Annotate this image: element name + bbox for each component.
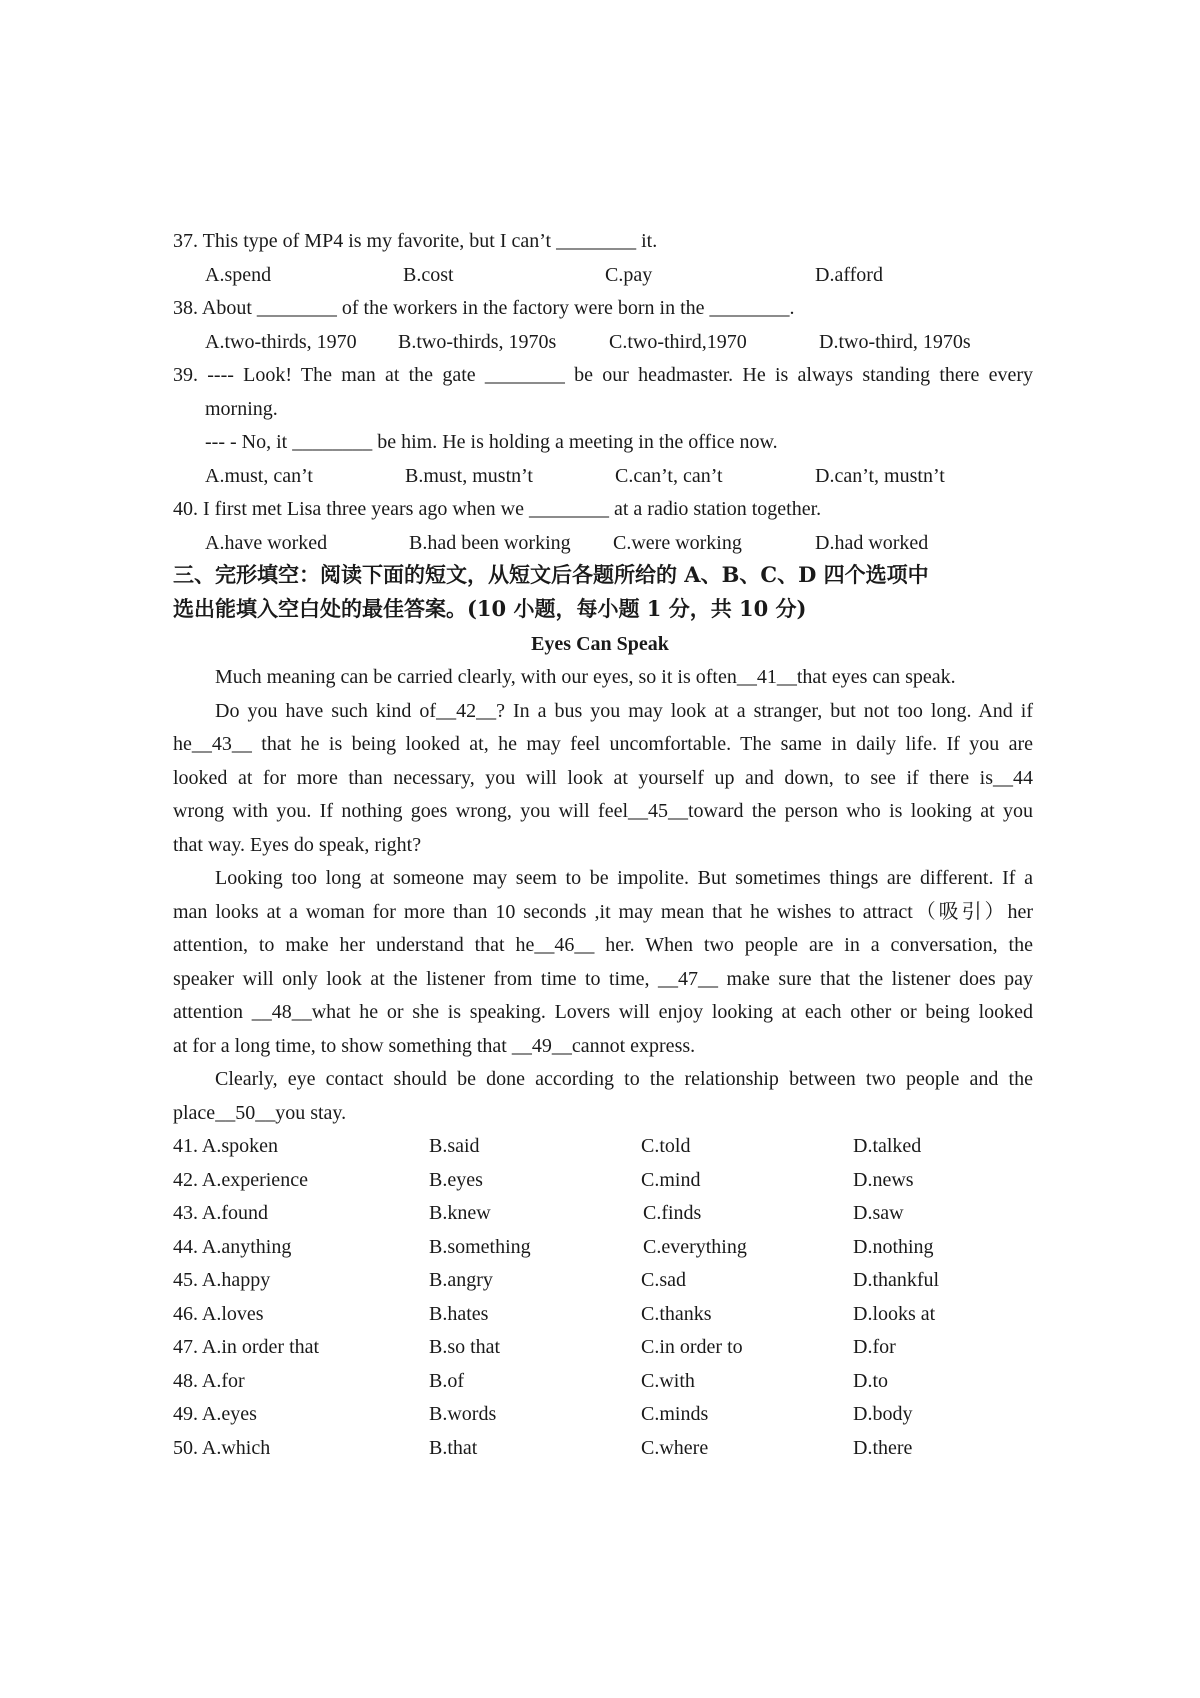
passage-line: attention __48__what he or she is speaking. Lovers will enjoy looking at each other or being looked	[173, 1001, 1033, 1023]
cloze-option-b: B.something	[429, 1236, 531, 1258]
passage-line: looked at for more than necessary, you will look at yourself up and down, to see if there is__44	[173, 767, 1033, 789]
cloze-option-b: B.eyes	[429, 1169, 483, 1191]
section-3-heading-line1: 三、完形填空：阅读下面的短文，从短文后各题所给的 A、B、C、D 四个选项中	[173, 562, 929, 587]
passage-line: wrong with you. If nothing goes wrong, you will feel__45__toward the person who is looking at you	[173, 800, 1033, 822]
cloze-option-c: C.told	[641, 1135, 691, 1157]
question-38-stem: 38. About ________ of the workers in the factory were born in the ________.	[173, 297, 795, 319]
cloze-option-d: D.talked	[853, 1135, 922, 1157]
question-37-option-b: B.cost	[403, 264, 454, 286]
question-39-option-a: A.must, can’t	[205, 465, 313, 487]
cloze-option-c: C.with	[641, 1370, 695, 1392]
question-39-option-b: B.must, mustn’t	[405, 465, 533, 487]
cloze-option-d: D.nothing	[853, 1236, 934, 1258]
question-37-option-c: C.pay	[605, 264, 653, 286]
passage-line: attention, to make her understand that he__46__ her. When two people are in a conversation, the	[173, 934, 1033, 956]
cloze-option-d: D.looks at	[853, 1303, 936, 1325]
cloze-option-a: 45. A.happy	[173, 1269, 271, 1291]
cloze-option-a: 47. A.in order that	[173, 1336, 320, 1358]
passage-line: speaker will only look at the listener from time to time, __47__ make sure that the listener does pay	[173, 968, 1033, 990]
cloze-option-d: D.news	[853, 1169, 914, 1191]
cloze-option-a: 49. A.eyes	[173, 1403, 257, 1425]
question-39-reply: --- - No, it ________ be him. He is holding a meeting in the office now.	[205, 431, 778, 453]
question-40-option-b: B.had been working	[409, 532, 571, 554]
cloze-option-a: 50. A.which	[173, 1437, 271, 1459]
cloze-option-c: C.in order to	[641, 1336, 743, 1358]
cloze-option-b: B.that	[429, 1437, 478, 1459]
cloze-option-b: B.hates	[429, 1303, 489, 1325]
passage-line: at for a long time, to show something that __49__cannot express.	[173, 1035, 696, 1057]
cloze-option-c: C.mind	[641, 1169, 701, 1191]
question-39-option-d: D.can’t, mustn’t	[815, 465, 945, 487]
question-40-stem: 40. I first met Lisa three years ago when we ________ at a radio station together.	[173, 498, 822, 520]
cloze-option-a: 48. A.for	[173, 1370, 245, 1392]
passage-line: he__43__ that he is being looked at, he may feel uncomfortable. The same in daily life. If you are	[173, 733, 1033, 755]
cloze-option-b: B.said	[429, 1135, 480, 1157]
cloze-option-b: B.of	[429, 1370, 464, 1392]
cloze-option-a: 46. A.loves	[173, 1303, 264, 1325]
question-39-stem-line2: morning.	[205, 398, 278, 420]
passage-line: Looking too long at someone may seem to be impolite. But sometimes things are different. If a	[215, 867, 1033, 889]
cloze-option-d: D.body	[853, 1403, 913, 1425]
question-37-option-a: A.spend	[205, 264, 272, 286]
question-39-option-c: C.can’t, can’t	[615, 465, 723, 487]
question-40-option-c: C.were working	[613, 532, 742, 554]
cloze-option-c: C.minds	[641, 1403, 709, 1425]
cloze-option-c: C.where	[641, 1437, 709, 1459]
cloze-option-d: D.there	[853, 1437, 913, 1459]
question-40-option-a: A.have worked	[205, 532, 328, 554]
question-39-stem-line1: 39. ---- Look! The man at the gate ________ be our headmaster. He is always standing there every	[173, 364, 1033, 386]
cloze-option-c: C.everything	[643, 1236, 747, 1258]
cloze-option-b: B.knew	[429, 1202, 491, 1224]
cloze-option-b: B.so that	[429, 1336, 501, 1358]
cloze-option-d: D.saw	[853, 1202, 904, 1224]
question-37-stem: 37. This type of MP4 is my favorite, but I can’t ________ it.	[173, 230, 658, 252]
question-38-option-d: D.two-third, 1970s	[819, 331, 971, 353]
cloze-option-c: C.sad	[641, 1269, 686, 1291]
section-3-heading-line2: 选出能填入空白处的最佳答案。(10 小题，每小题 1 分，共 10 分)	[173, 596, 807, 621]
question-38-option-a: A.two-thirds, 1970	[205, 331, 357, 353]
cloze-option-a: 43. A.found	[173, 1202, 268, 1224]
cloze-option-d: D.to	[853, 1370, 888, 1392]
passage-line: Do you have such kind of__42__? In a bus you may look at a stranger, but not too long. And if	[215, 700, 1033, 722]
question-40-option-d: D.had worked	[815, 532, 929, 554]
question-37-option-d: D.afford	[815, 264, 883, 286]
cloze-option-a: 42. A.experience	[173, 1169, 308, 1191]
passage-line: place__50__you stay.	[173, 1102, 347, 1124]
cloze-option-a: 44. A.anything	[173, 1236, 292, 1258]
passage-line: that way. Eyes do speak, right?	[173, 834, 422, 856]
cloze-option-b: B.angry	[429, 1269, 493, 1291]
cloze-option-b: B.words	[429, 1403, 497, 1425]
cloze-option-d: D.for	[853, 1336, 896, 1358]
question-38-option-b: B.two-thirds, 1970s	[398, 331, 557, 353]
cloze-option-c: C.thanks	[641, 1303, 712, 1325]
passage-line: Much meaning can be carried clearly, with our eyes, so it is often__41__that eyes can speak.	[215, 666, 956, 688]
cloze-option-c: C.finds	[643, 1202, 702, 1224]
passage-line: Clearly, eye contact should be done according to the relationship between two people and the	[215, 1068, 1033, 1090]
passage-line: man looks at a woman for more than 10 seconds ,it may mean that he wishes to attract（吸引）her	[173, 901, 1033, 923]
cloze-option-a: 41. A.spoken	[173, 1135, 278, 1157]
passage-title: Eyes Can Speak	[531, 633, 669, 655]
cloze-option-d: D.thankful	[853, 1269, 940, 1291]
question-38-option-c: C.two-third,1970	[609, 331, 747, 353]
